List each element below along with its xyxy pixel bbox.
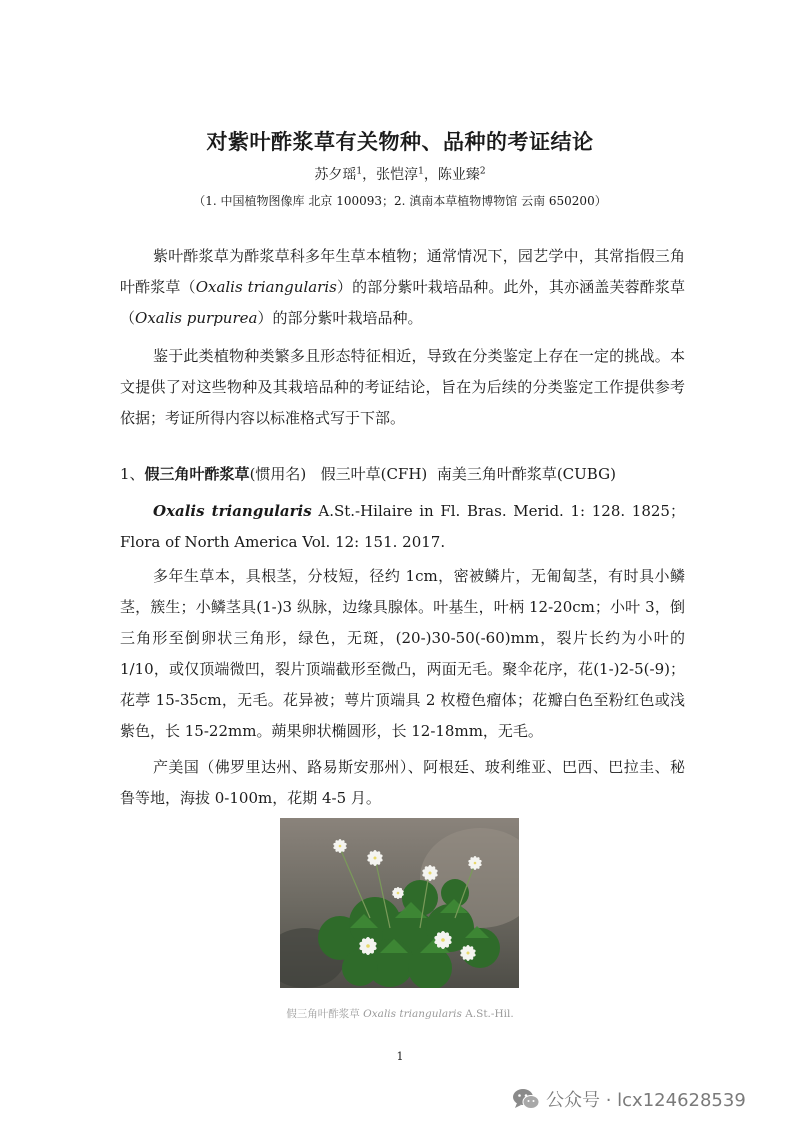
citation-latin: Oxalis triangularis [153, 502, 312, 520]
intro-paragraph-2: 鉴于此类植物种类繁多且形态特征相近，导致在分类鉴定上存在一定的挑战。本文提供了对这些物种及其栽培品种的考证结论，旨在为后续的分类鉴定工作提供参考依据；考证所得内容以标准格式写于下部。 [120, 347, 685, 427]
figure-caption: 假三角叶酢浆草 Oxalis triangularis A.St.-Hil. [286, 1008, 514, 1020]
wechat-icon [512, 1087, 540, 1111]
alt-name-cubg: 南美三角叶酢浆草(CUBG) [436, 465, 616, 483]
caption-latin: Oxalis triangularis [363, 1008, 462, 1020]
section-heading [120, 463, 616, 484]
author-name: 苏夕瑶 [314, 167, 357, 183]
author-affil-mark: 1 [356, 166, 363, 177]
latin-name: Oxalis purpurea [135, 309, 258, 327]
section-number: 1、 [120, 465, 145, 483]
paper-title: 对紫叶酢浆草有关物种、品种的考证结论 [206, 130, 594, 154]
author-name: 陈业臻 [437, 167, 480, 183]
watermark [512, 1085, 746, 1113]
alt-name-cfh: 假三叶草(CFH) [320, 465, 428, 483]
affiliation: （1. 中国植物图像库 北京 100093；2. 滇南本草植物博物馆 云南 650200） [193, 194, 607, 208]
species-name: 假三角叶酢浆草 [144, 465, 250, 483]
species-description: 多年生草本，具根茎，分枝短，径约 1cm，密被鳞片，无匍匐茎，有时具小鳞茎，簇生；小鳞茎具(1-)3 纵脉，边缘具腺体。叶基生，叶柄 12-20cm；小叶 3，倒三角形至倒卵状三角形，绿色，无斑，(20-)30-50(-60)mm，裂片长约为小叶的 1/10，或仅顶端微凹，裂片顶端截形至微凸，两面无毛。聚伞花序，花(1-)2-5(-9)；花葶 15-35cm，无毛。花异被；萼片顶端具 2 枚橙色瘤体；花瓣白色至粉红色或浅紫色，长 15-22mm。蒴果卵状椭圆形，长 12-18mm，无毛。 [120, 567, 685, 740]
author-affil-mark: 1 [418, 166, 424, 177]
species-distribution: 产美国（佛罗里达州、路易斯安那州）、阿根廷、玻利维亚、巴西、巴拉圭、秘鲁等地，海拔 0-100m，花期 4-5 月。 [120, 758, 685, 807]
page-number: 1 [396, 1050, 404, 1063]
author-affil-mark: 2 [479, 166, 486, 177]
author-list: 苏夕瑶$^1$，张恺淳$^1$，陈业臻$^2$ [314, 166, 486, 183]
intro-paragraph-1: 紫叶酢浆草为酢浆草科多年生草本植物；通常情况下，园艺学中，其常指假三角叶酢浆草（Oxalis triangularis）的部分紫叶栽培品种。此外，其亦涵盖芙蓉酢浆草（Oxalis purpurea）的部分紫叶栽培品种。 [120, 247, 685, 327]
author-name: 张恺淳 [376, 167, 419, 183]
plant-photo [280, 818, 519, 988]
species-citation: Oxalis triangularis A.St.-Hilaire in Fl. Bras. Merid. 1: 128. 1825；Flora of North America Vol. 12: 151. 2017. [120, 502, 685, 551]
name-tag: (惯用名) [249, 465, 307, 483]
watermark-text: 公众号 · lcx124628539 [546, 1090, 746, 1111]
latin-name: Oxalis triangularis [195, 278, 337, 296]
